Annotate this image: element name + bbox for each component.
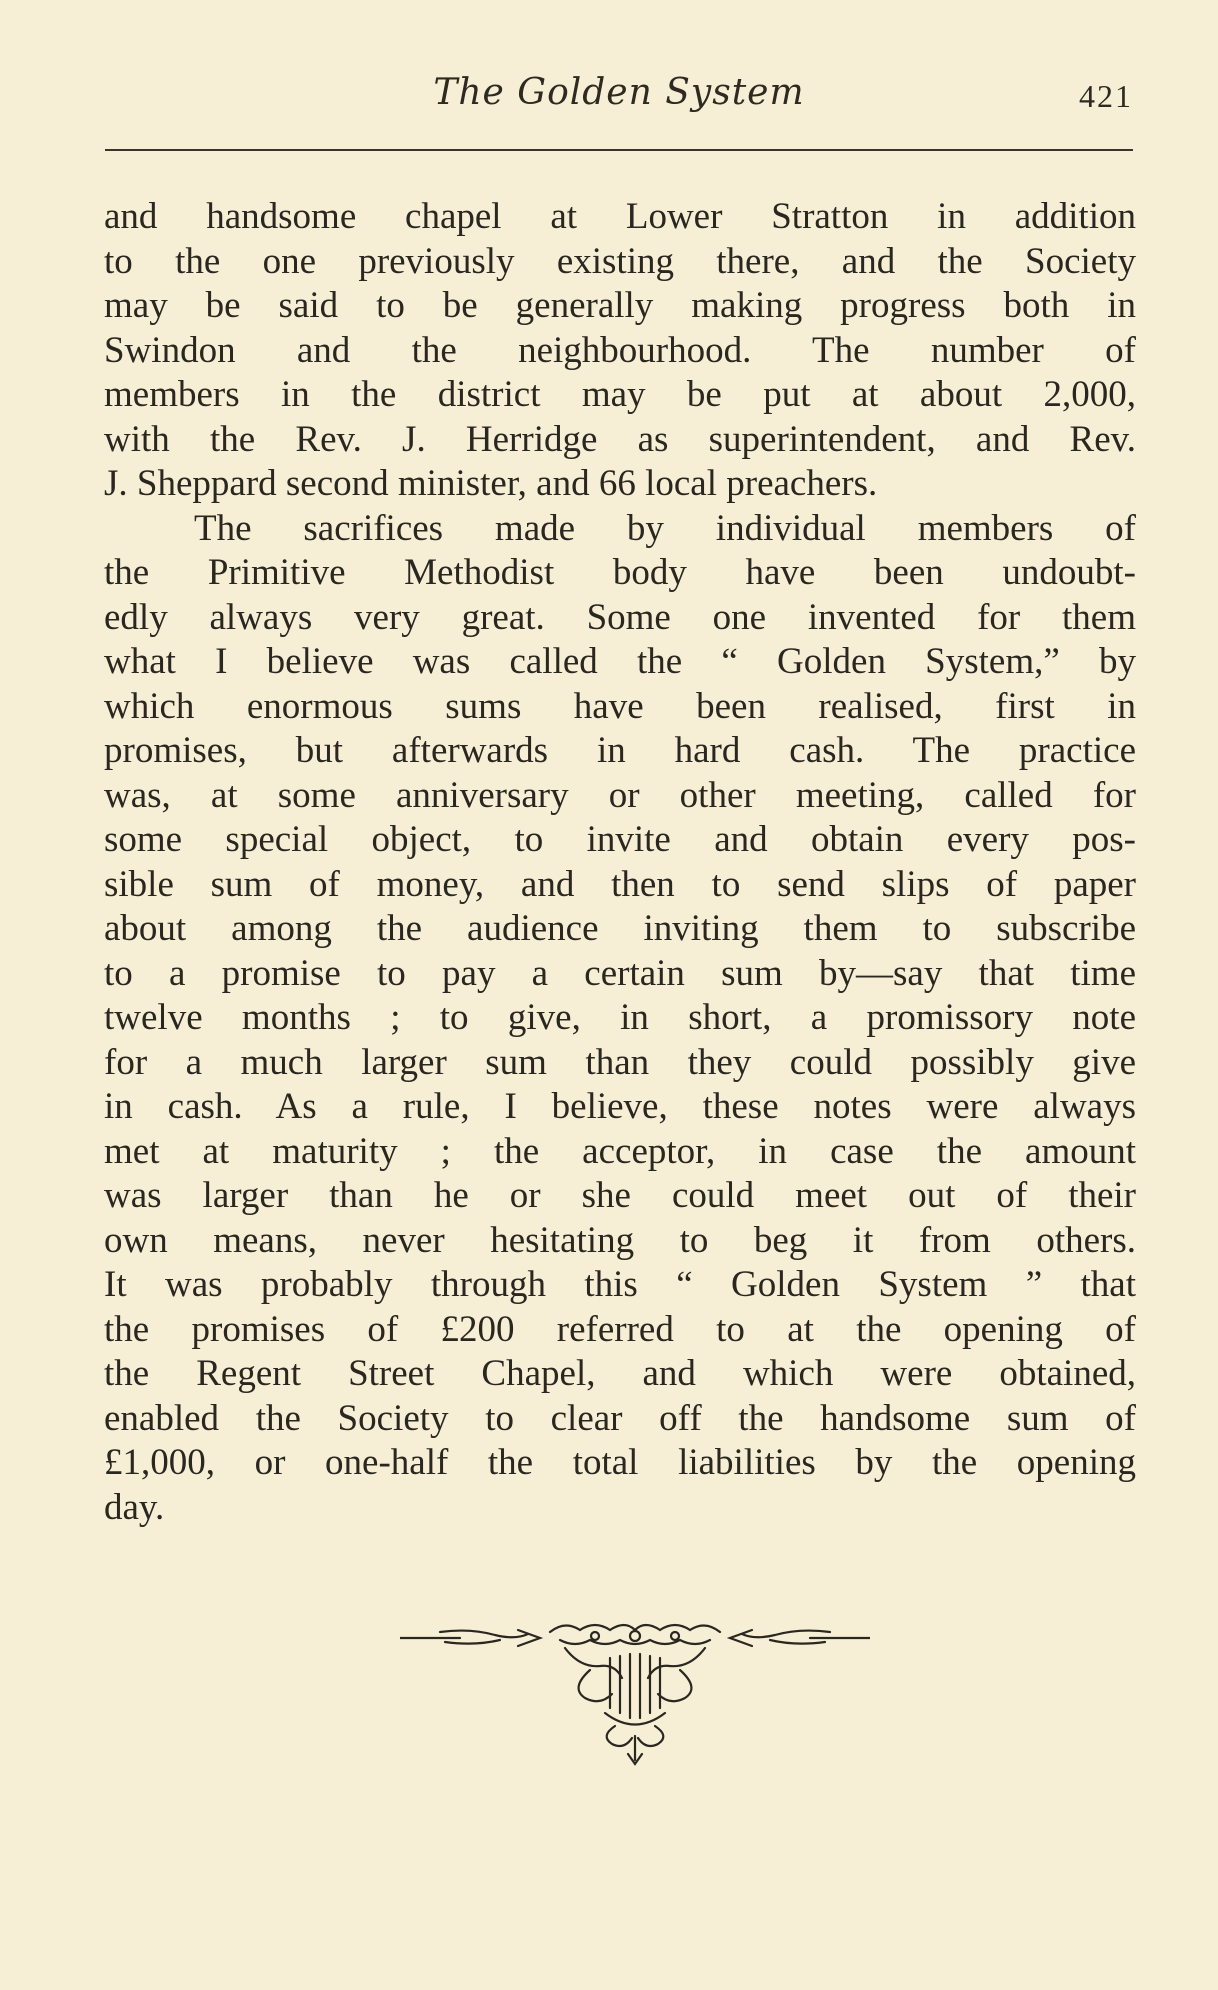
text-line: members in the district may be put at about 2,000, [104, 374, 1136, 415]
text-line: the Regent Street Chapel, and which were obtained, [104, 1353, 1136, 1394]
text-line: edly always very great. Some one invented for them [104, 596, 1136, 638]
text-line: promises, but afterwards in hard cash. The practice [104, 730, 1136, 771]
text-line: for a much larger sum than they could possibly give [104, 1041, 1136, 1083]
text-line: sible sum of money, and then to send slips of paper [104, 863, 1136, 905]
text-line: may be said to be generally making progress both in [104, 285, 1136, 326]
text-line: the promises of £200 referred to at the opening of [104, 1308, 1136, 1350]
text-line: to the one previously existing there, and the Society [104, 240, 1136, 282]
text-line: £1,000, or one-half the total liabilities by the opening [104, 1442, 1136, 1483]
header-rule [105, 149, 1133, 151]
page-header [105, 72, 1133, 122]
text-line: met at maturity ; the acceptor, in case the amount [104, 1130, 1136, 1172]
text-line: Swindon and the neighbourhood. The number of [104, 329, 1136, 371]
body-text [104, 195, 1136, 1530]
page-number: 421 [1079, 78, 1133, 114]
text-line: and handsome chapel at Lower Stratton in addition [104, 196, 1136, 237]
tailpiece-ornament-icon [400, 1618, 870, 1768]
text-line: J. Sheppard second minister, and 66 local preachers. [104, 463, 878, 504]
text-line: with the Rev. J. Herridge as superintendent, and Rev. [104, 418, 1136, 460]
text-line: It was probably through this “ Golden System ” that [104, 1264, 1136, 1305]
running-title: The Golden System [433, 72, 805, 113]
text-line: about among the audience inviting them to subscribe [104, 908, 1136, 949]
text-line: what I believe was called the “ Golden System,” by [104, 641, 1136, 682]
text-line: was, at some anniversary or other meeting, called for [104, 774, 1136, 816]
text-line: to a promise to pay a certain sum by—say that time [104, 952, 1136, 994]
text-line: own means, never hesitating to beg it from others. [104, 1219, 1136, 1261]
text-line: some special object, to invite and obtain every pos- [104, 819, 1136, 860]
text-line: in cash. As a rule, I believe, these notes were always [104, 1086, 1136, 1127]
text-line: which enormous sums have been realised, first in [104, 685, 1136, 727]
text-line: twelve months ; to give, in short, a promissory note [104, 997, 1136, 1038]
text-line: day. [104, 1486, 165, 1528]
text-line: was larger than he or she could meet out of their [104, 1175, 1136, 1216]
text-line: enabled the Society to clear off the handsome sum of [104, 1397, 1136, 1439]
text-line: The sacrifices made by individual members of [194, 507, 1136, 549]
text-line: the Primitive Methodist body have been undoubt- [104, 552, 1136, 593]
